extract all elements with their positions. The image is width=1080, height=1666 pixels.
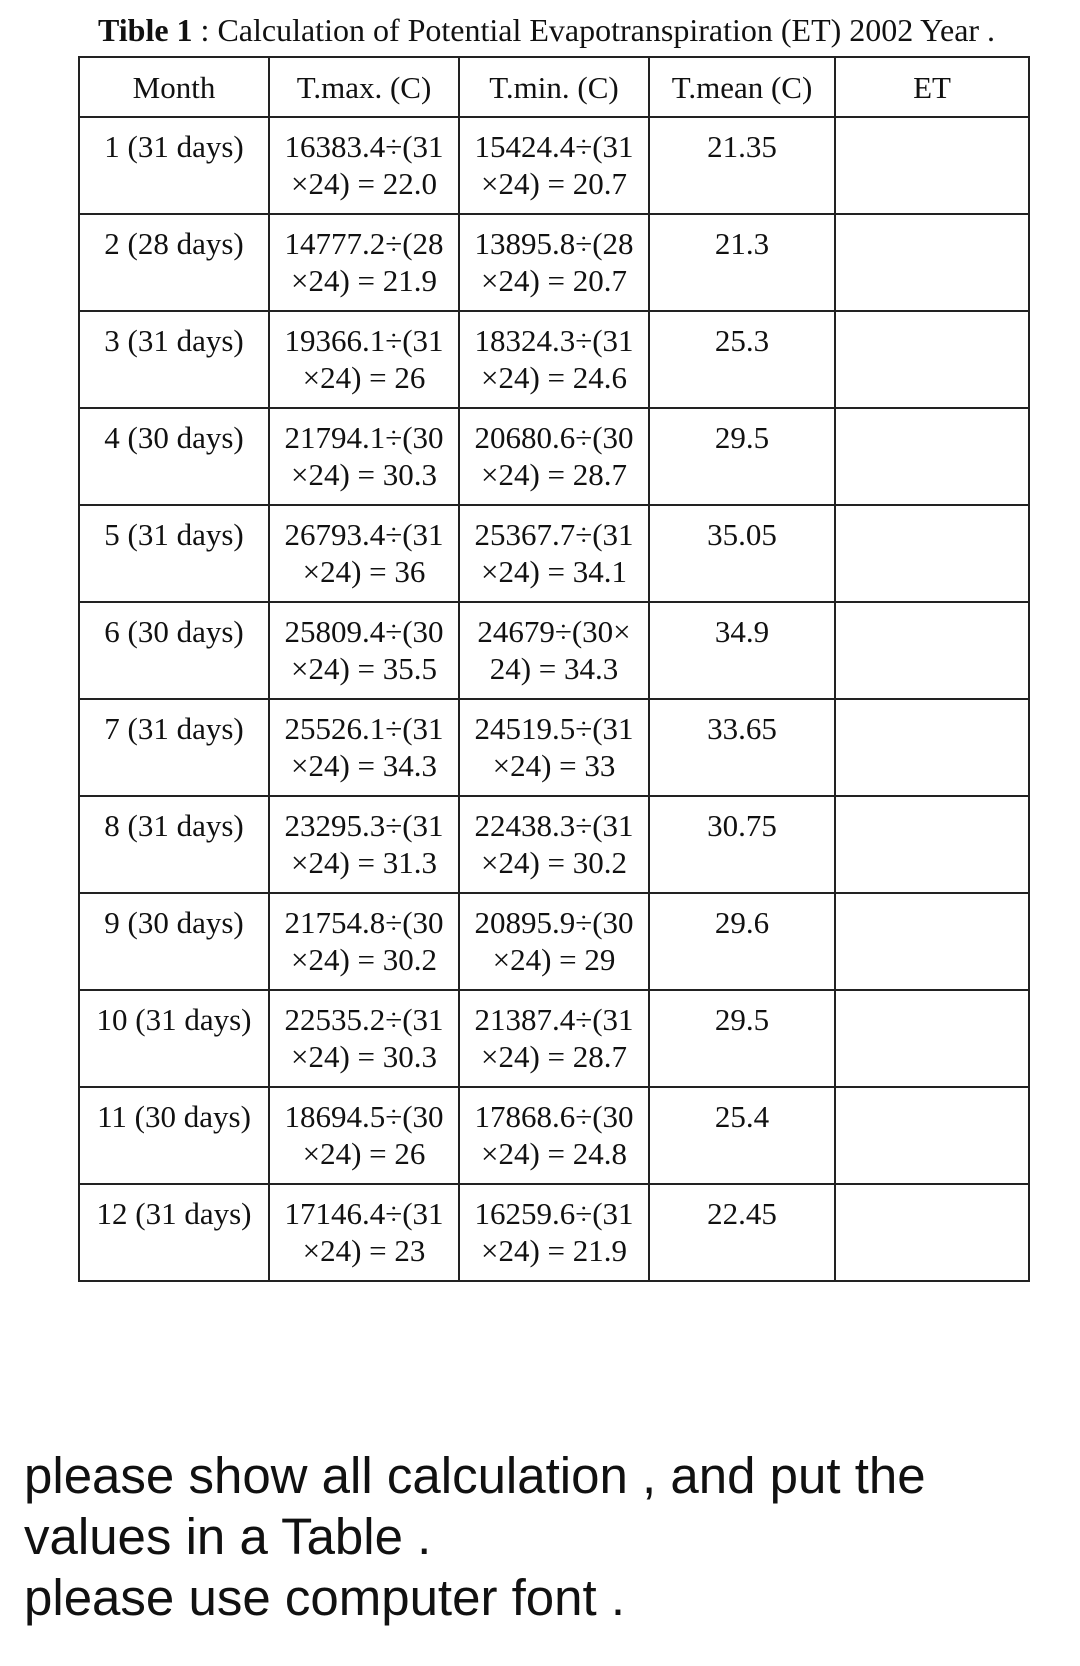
cell-tmean bbox=[649, 1087, 835, 1184]
cell-tmean bbox=[649, 117, 835, 214]
cell-et bbox=[835, 1087, 1029, 1184]
cell-tmean-line: 25.4 bbox=[714, 1099, 770, 1134]
cell-tmin-line: ×24) = 24.6 bbox=[480, 360, 628, 395]
cell-tmin-line: ×24) = 28.7 bbox=[480, 457, 628, 492]
cell-tmean bbox=[649, 505, 835, 602]
cell-tmax bbox=[269, 408, 459, 505]
table-row bbox=[79, 214, 1029, 311]
cell-tmax-line: 26793.4÷(31 bbox=[284, 517, 444, 552]
cell-month-line: 10 (31 days) bbox=[96, 1002, 252, 1037]
cell-tmax bbox=[269, 893, 459, 990]
cell-tmax-line: ×24) = 30.3 bbox=[290, 1039, 438, 1074]
cell-month bbox=[79, 1087, 269, 1184]
cell-tmax-line: ×24) = 30.2 bbox=[290, 942, 438, 977]
cell-tmin-line: 13895.8÷(28 bbox=[474, 226, 634, 261]
cell-tmax-line: ×24) = 22.0 bbox=[290, 166, 438, 201]
cell-tmax-line: 19366.1÷(31 bbox=[284, 323, 444, 358]
cell-tmin-line: ×24) = 30.2 bbox=[480, 845, 628, 880]
cell-tmean bbox=[649, 602, 835, 699]
table-row bbox=[79, 602, 1029, 699]
cell-et bbox=[835, 311, 1029, 408]
cell-month-line: 1 (31 days) bbox=[104, 129, 244, 164]
table-row bbox=[79, 1184, 1029, 1281]
cell-et bbox=[835, 990, 1029, 1087]
cell-tmax bbox=[269, 214, 459, 311]
table-row bbox=[79, 311, 1029, 408]
table-caption-label: Tible 1 bbox=[98, 12, 193, 48]
cell-tmin-line: ×24) = 20.7 bbox=[480, 166, 628, 201]
cell-tmin-line: ×24) = 20.7 bbox=[480, 263, 628, 298]
evapotranspiration-table bbox=[78, 56, 1030, 1282]
cell-tmean bbox=[649, 893, 835, 990]
cell-tmean bbox=[649, 796, 835, 893]
cell-tmax bbox=[269, 505, 459, 602]
cell-tmean-line: 21.3 bbox=[714, 226, 770, 261]
cell-tmin bbox=[459, 408, 649, 505]
cell-month-line: 4 (30 days) bbox=[104, 420, 244, 455]
cell-tmax bbox=[269, 602, 459, 699]
table-header-row bbox=[79, 57, 1029, 117]
cell-tmin-line: ×24) = 28.7 bbox=[480, 1039, 628, 1074]
cell-month bbox=[79, 699, 269, 796]
cell-tmin-line: ×24) = 29 bbox=[492, 942, 616, 977]
cell-tmax-line: ×24) = 34.3 bbox=[290, 748, 438, 783]
cell-tmean-line: 29.6 bbox=[714, 905, 770, 940]
header-tmin: T.min. (C) bbox=[459, 57, 649, 117]
cell-tmean bbox=[649, 311, 835, 408]
cell-tmean-line: 25.3 bbox=[714, 323, 770, 358]
header-et: ET bbox=[835, 57, 1029, 117]
cell-month-line: 2 (28 days) bbox=[104, 226, 244, 261]
cell-tmean-line: 29.5 bbox=[714, 420, 770, 455]
cell-month-line: 9 (30 days) bbox=[104, 905, 244, 940]
cell-month-line: 8 (31 days) bbox=[104, 808, 244, 843]
cell-month bbox=[79, 117, 269, 214]
cell-et bbox=[835, 505, 1029, 602]
cell-tmin-line: 20680.6÷(30 bbox=[474, 420, 634, 455]
cell-month-line: 5 (31 days) bbox=[104, 517, 244, 552]
cell-tmax-line: 18694.5÷(30 bbox=[284, 1099, 444, 1134]
request-line-1: please show all calculation , and put the bbox=[24, 1447, 926, 1504]
cell-tmax-line: ×24) = 23 bbox=[302, 1233, 426, 1268]
cell-month bbox=[79, 602, 269, 699]
cell-tmax bbox=[269, 990, 459, 1087]
cell-month-line: 7 (31 days) bbox=[104, 711, 244, 746]
cell-tmean bbox=[649, 214, 835, 311]
cell-tmin bbox=[459, 893, 649, 990]
cell-tmax bbox=[269, 1087, 459, 1184]
cell-tmin bbox=[459, 796, 649, 893]
cell-tmean-line: 33.65 bbox=[707, 711, 777, 746]
cell-tmin-line: 21387.4÷(31 bbox=[474, 1002, 634, 1037]
cell-tmin bbox=[459, 990, 649, 1087]
cell-tmax-line: 17146.4÷(31 bbox=[284, 1196, 444, 1231]
cell-tmin-line: 24679÷(30× bbox=[477, 614, 631, 649]
cell-et bbox=[835, 602, 1029, 699]
header-month: Month bbox=[79, 57, 269, 117]
cell-tmin-line: 25367.7÷(31 bbox=[474, 517, 634, 552]
cell-tmax-line: ×24) = 30.3 bbox=[290, 457, 438, 492]
cell-tmean-line: 35.05 bbox=[707, 517, 777, 552]
cell-tmax-line: 25809.4÷(30 bbox=[284, 614, 444, 649]
cell-tmin-line: 20895.9÷(30 bbox=[474, 905, 634, 940]
request-line-3: please use computer font . bbox=[24, 1569, 626, 1626]
cell-tmax-line: ×24) = 35.5 bbox=[290, 651, 438, 686]
cell-tmin-line: 24519.5÷(31 bbox=[474, 711, 634, 746]
cell-month-line: 12 (31 days) bbox=[96, 1196, 252, 1231]
cell-tmax-line: 16383.4÷(31 bbox=[284, 129, 444, 164]
cell-month-line: 6 (30 days) bbox=[104, 614, 244, 649]
cell-tmax-line: ×24) = 36 bbox=[302, 554, 426, 589]
cell-tmean bbox=[649, 1184, 835, 1281]
cell-month bbox=[79, 1184, 269, 1281]
cell-tmax bbox=[269, 1184, 459, 1281]
cell-tmax-line: 23295.3÷(31 bbox=[284, 808, 444, 843]
cell-tmin-line: 16259.6÷(31 bbox=[474, 1196, 634, 1231]
cell-tmax-line: 14777.2÷(28 bbox=[284, 226, 444, 261]
table-row bbox=[79, 796, 1029, 893]
cell-tmin bbox=[459, 311, 649, 408]
cell-tmin-line: ×24) = 33 bbox=[492, 748, 616, 783]
cell-et bbox=[835, 1184, 1029, 1281]
cell-tmin-line: 22438.3÷(31 bbox=[474, 808, 634, 843]
cell-month bbox=[79, 893, 269, 990]
cell-tmax bbox=[269, 796, 459, 893]
cell-tmin bbox=[459, 699, 649, 796]
table-row bbox=[79, 699, 1029, 796]
cell-tmax-line: ×24) = 26 bbox=[302, 360, 426, 395]
cell-tmean bbox=[649, 699, 835, 796]
cell-et bbox=[835, 699, 1029, 796]
cell-tmin bbox=[459, 602, 649, 699]
header-tmean: T.mean (C) bbox=[649, 57, 835, 117]
cell-tmax-line: ×24) = 21.9 bbox=[290, 263, 438, 298]
cell-tmin-line: ×24) = 21.9 bbox=[480, 1233, 628, 1268]
cell-month-line: 3 (31 days) bbox=[104, 323, 244, 358]
table-row bbox=[79, 117, 1029, 214]
cell-tmin bbox=[459, 214, 649, 311]
cell-tmean bbox=[649, 990, 835, 1087]
cell-tmean-line: 29.5 bbox=[714, 1002, 770, 1037]
cell-tmean-line: 30.75 bbox=[707, 808, 777, 843]
cell-tmin bbox=[459, 1087, 649, 1184]
table-row bbox=[79, 505, 1029, 602]
cell-tmin-line: ×24) = 24.8 bbox=[480, 1136, 628, 1171]
cell-tmax-line: 21794.1÷(30 bbox=[284, 420, 444, 455]
table-body bbox=[79, 117, 1029, 1281]
cell-tmax-line: ×24) = 26 bbox=[302, 1136, 426, 1171]
cell-et bbox=[835, 893, 1029, 990]
table-row bbox=[79, 408, 1029, 505]
cell-tmax-line: 25526.1÷(31 bbox=[284, 711, 444, 746]
request-text bbox=[24, 1445, 926, 1628]
cell-tmin bbox=[459, 1184, 649, 1281]
cell-month bbox=[79, 505, 269, 602]
table-row bbox=[79, 1087, 1029, 1184]
cell-tmin-line: 17868.6÷(30 bbox=[474, 1099, 634, 1134]
cell-month bbox=[79, 311, 269, 408]
cell-tmin bbox=[459, 117, 649, 214]
cell-et bbox=[835, 796, 1029, 893]
table-caption bbox=[98, 12, 995, 49]
cell-tmean-line: 22.45 bbox=[707, 1196, 777, 1231]
cell-tmax-line: 22535.2÷(31 bbox=[284, 1002, 444, 1037]
cell-month bbox=[79, 408, 269, 505]
cell-tmax bbox=[269, 699, 459, 796]
table-caption-text: : Calculation of Potential Evapotranspiration (ET) 2002 Year . bbox=[192, 12, 996, 48]
cell-et bbox=[835, 214, 1029, 311]
request-line-2: values in a Table . bbox=[24, 1508, 432, 1565]
cell-tmax-line: 21754.8÷(30 bbox=[284, 905, 444, 940]
cell-tmin-line: 24) = 34.3 bbox=[489, 651, 619, 686]
table-row bbox=[79, 990, 1029, 1087]
cell-month bbox=[79, 796, 269, 893]
cell-month bbox=[79, 214, 269, 311]
cell-tmin-line: ×24) = 34.1 bbox=[480, 554, 628, 589]
cell-et bbox=[835, 117, 1029, 214]
cell-tmin bbox=[459, 505, 649, 602]
cell-month bbox=[79, 990, 269, 1087]
cell-tmax bbox=[269, 117, 459, 214]
cell-tmin-line: 18324.3÷(31 bbox=[474, 323, 634, 358]
header-tmax: T.max. (C) bbox=[269, 57, 459, 117]
table-row bbox=[79, 893, 1029, 990]
cell-tmin-line: 15424.4÷(31 bbox=[474, 129, 634, 164]
cell-tmean bbox=[649, 408, 835, 505]
cell-tmean-line: 21.35 bbox=[707, 129, 777, 164]
cell-tmax-line: ×24) = 31.3 bbox=[290, 845, 438, 880]
cell-month-line: 11 (30 days) bbox=[97, 1099, 251, 1134]
cell-tmean-line: 34.9 bbox=[714, 614, 770, 649]
cell-tmax bbox=[269, 311, 459, 408]
cell-et bbox=[835, 408, 1029, 505]
